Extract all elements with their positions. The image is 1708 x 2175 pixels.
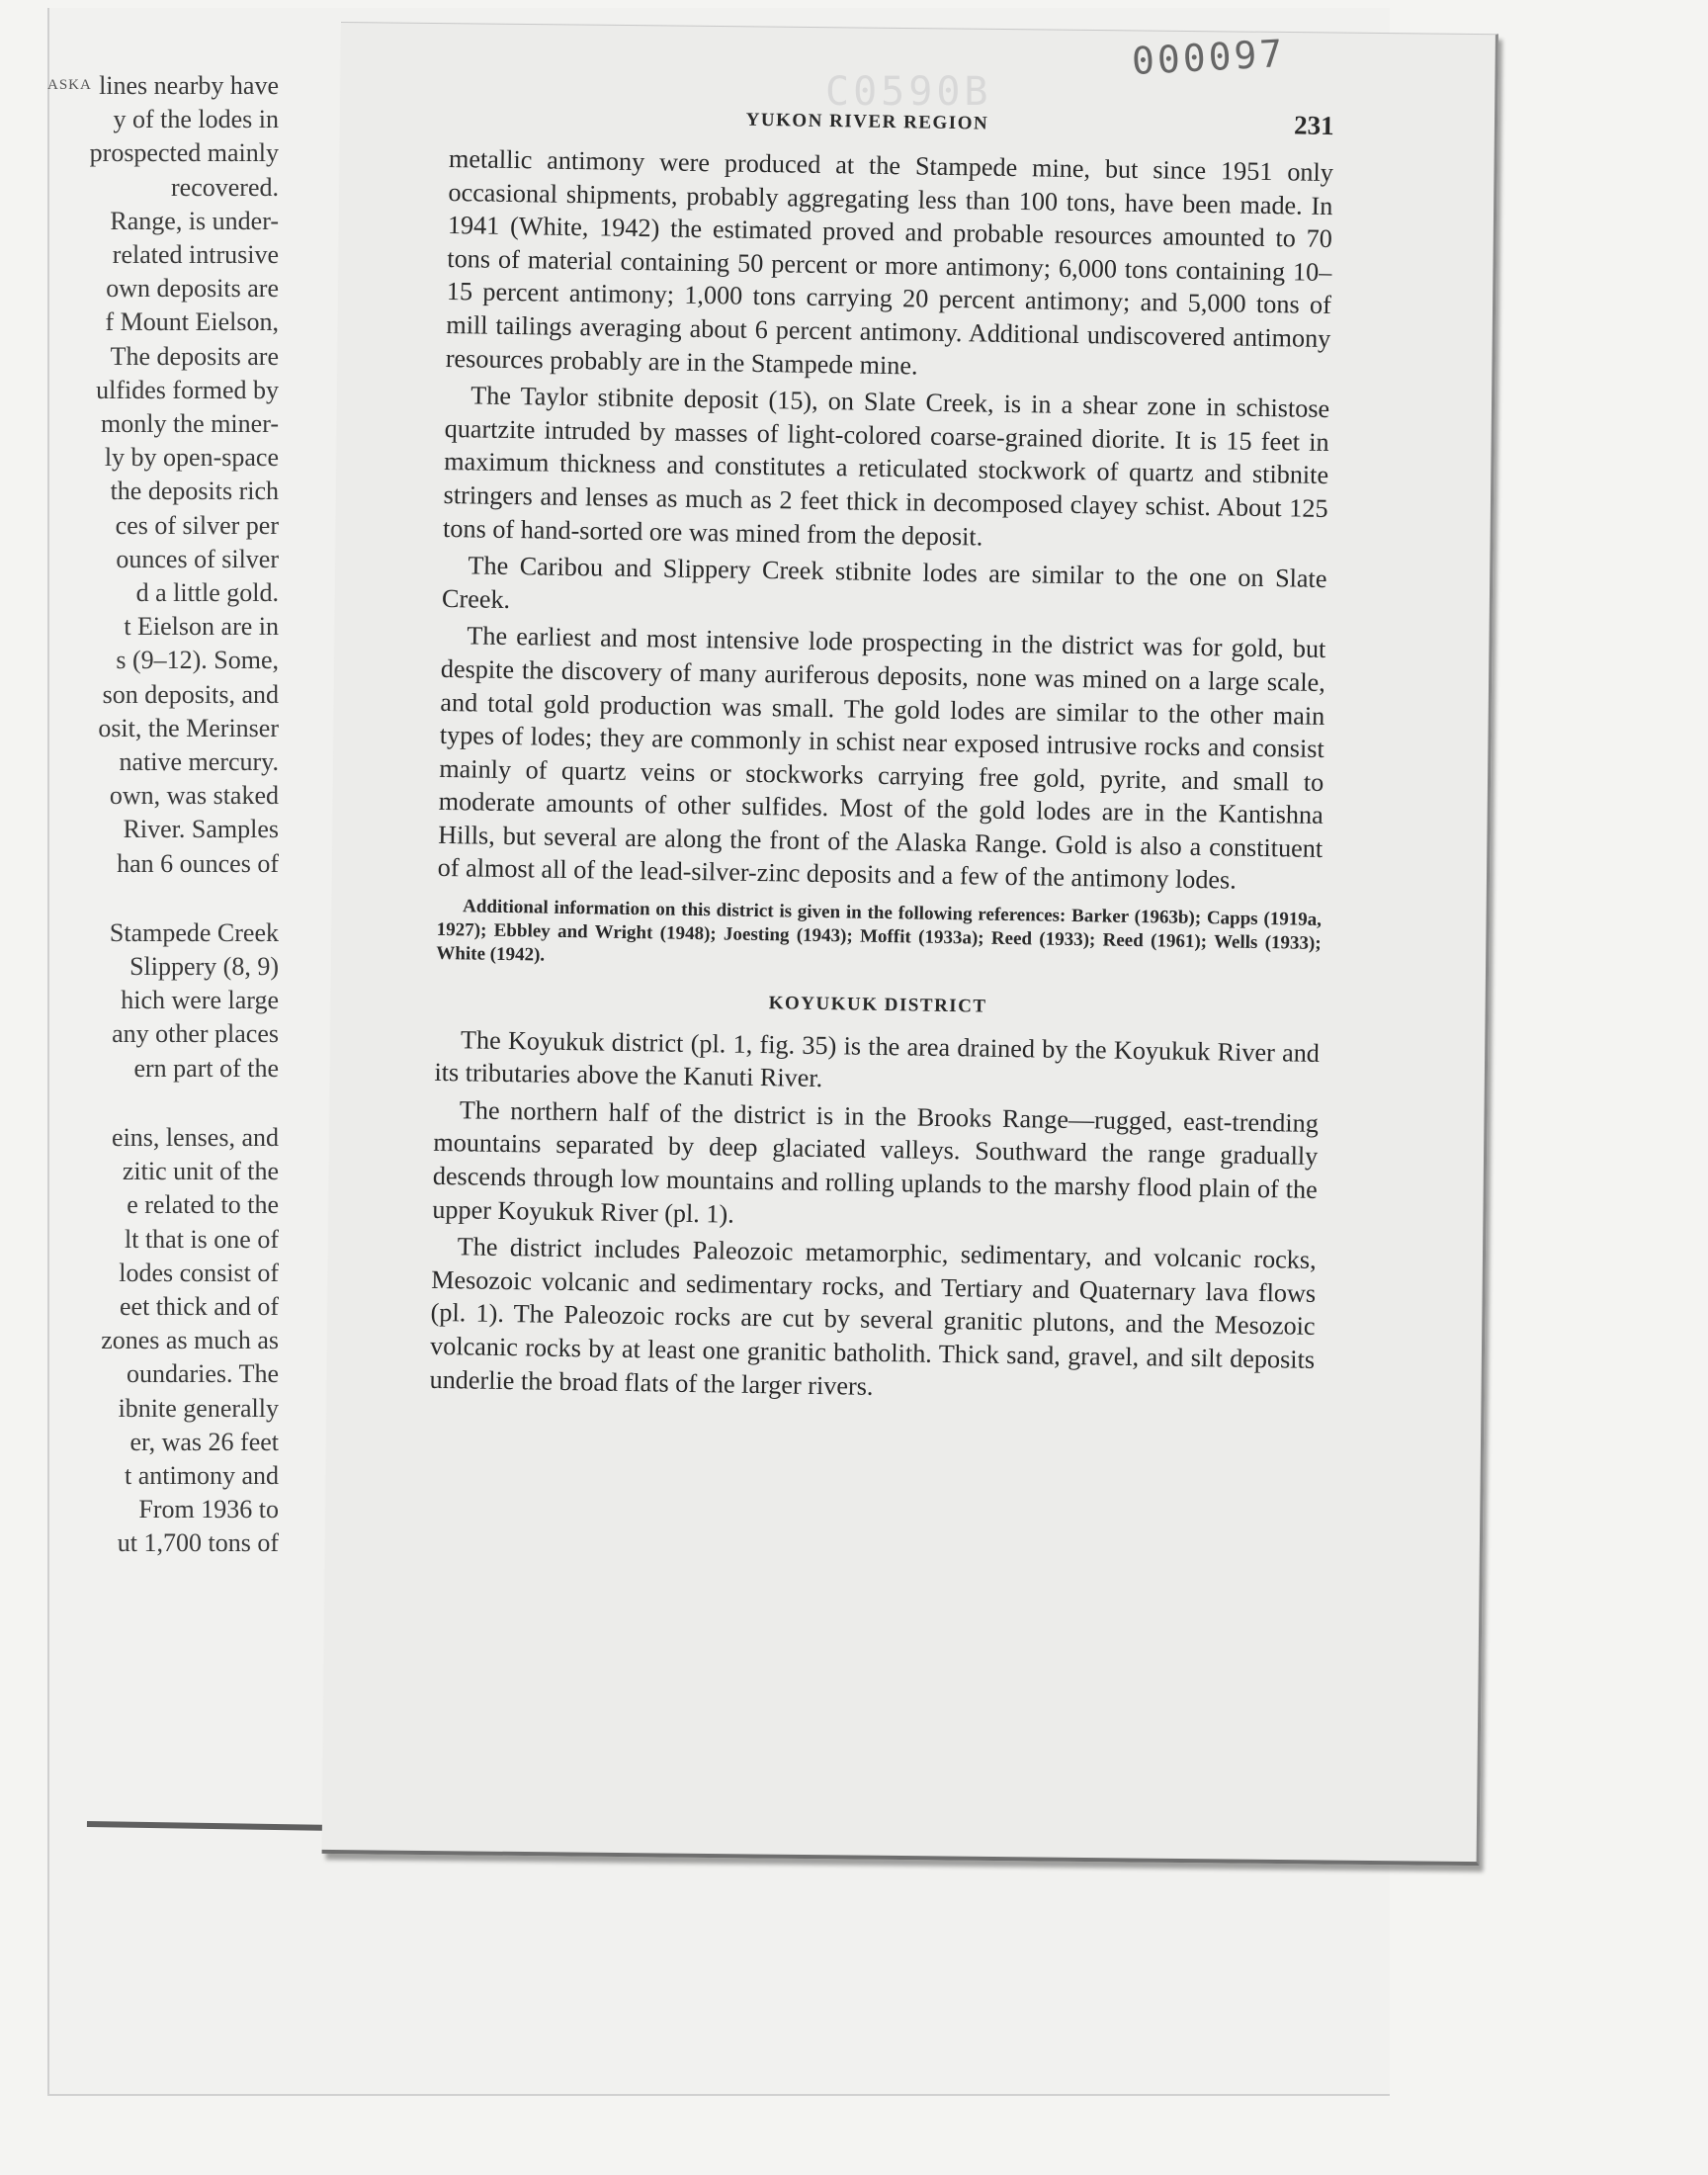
- left-page-line: Slippery (8, 9): [129, 952, 279, 982]
- left-page-line: Range, is under-: [110, 206, 279, 235]
- left-page-line: prospected mainly: [89, 138, 279, 168]
- left-page-line: recovered.: [171, 172, 279, 202]
- section-heading: KOYUKUK DISTRICT: [768, 993, 987, 1017]
- left-page-line: own, was staked: [109, 781, 279, 811]
- paragraph: The earliest and most intensive lode prospecting in the district was for gold, but despite the discovery of many auriferous deposits, none was mined on a large scale, and total gold production was small. The gold lodes are similar to the other main types of lodes; they are commonly in schist near exposed intrusive rocks and consist mainly of quartz veins or stockworks carrying free gold, pyrite, and small to moderate amounts of other sulfides. Most of the gold lodes are in the Kantishna Hills, but several are along the front of the Alaska Range. Gold is also a constituent of almost all of the lead-silver-zinc deposits and a few of the antimony lodes.: [437, 621, 1326, 896]
- left-page-line: er, was 26 feet: [129, 1427, 279, 1456]
- left-page-line: ces of silver per: [115, 510, 279, 540]
- left-page-line: native mercury.: [119, 747, 279, 777]
- paragraph: The Caribou and Slippery Creek stibnite lodes are similar to the one on Slate Creek.: [441, 551, 1327, 614]
- document-stamp-number: 000097: [1130, 31, 1287, 84]
- page-number: 231: [1293, 110, 1334, 141]
- left-page-line: eet thick and of: [120, 1291, 279, 1321]
- left-page-header: ASKA: [47, 77, 92, 93]
- left-page-line: t Eielson are in: [124, 612, 279, 642]
- left-page-line: e related to the: [127, 1190, 279, 1220]
- left-page-line: lodes consist of: [119, 1258, 279, 1287]
- left-page-line: From 1936 to: [138, 1495, 279, 1524]
- paragraph: The northern half of the district is in the Brooks Range—rugged, east-trending mountains separated by deep glaciated valleys. Southward the range gradually descends through low mountains and rolling uplands to the marshy flood plain of the upper Koyukuk River (pl. 1).: [432, 1095, 1320, 1229]
- left-page-line: ulfides formed by: [96, 375, 279, 404]
- left-page-line: own deposits are: [106, 274, 279, 304]
- left-page-line: ly by open-space: [104, 443, 279, 473]
- left-page-line: zitic unit of the: [122, 1157, 279, 1186]
- line-gap: [51, 1086, 279, 1121]
- left-page-line: River. Samples: [123, 815, 279, 844]
- faint-stamp: C0590B: [825, 69, 992, 115]
- paragraph: The Taylor stibnite deposit (15), on Slate Creek, is in a shear zone in schistose quartzite intruded by masses of light-colored coarse-grained diorite. It is 15 feet in maximum thickness and constitutes a reticulated stockwork of quartz and stibnite stringers and lenses as much as 2 feet thick in decomposed clayey schist. About 125 tons of hand-sorted ore was mined from the deposit.: [442, 381, 1330, 552]
- left-page-line: The deposits are: [110, 341, 279, 371]
- running-title: YUKON RIVER REGION: [745, 109, 989, 134]
- left-page-line: eins, lenses, and: [112, 1122, 279, 1152]
- left-page-line: s (9–12). Some,: [116, 646, 279, 675]
- left-page-line: ut 1,700 tons of: [117, 1528, 279, 1558]
- left-page-line: osit, the Merinser: [98, 713, 279, 742]
- left-page-line: ounces of silver: [116, 544, 279, 573]
- left-page-line: y of the lodes in: [113, 105, 279, 134]
- paragraph: The Koyukuk district (pl. 1, fig. 35) is the area drained by the Koyukuk River and its tributaries above the Kanuti River.: [434, 1024, 1321, 1093]
- left-page-line: zones as much as: [101, 1326, 279, 1355]
- left-page-line: Stampede Creek: [109, 917, 279, 947]
- left-page-line: oundaries. The: [126, 1359, 279, 1389]
- left-page-line: hich were large: [121, 986, 279, 1015]
- left-page-line: han 6 ounces of: [117, 848, 279, 878]
- left-page-line: f Mount Eielson,: [105, 307, 279, 337]
- references-note: Additional information on this district is given in the following references: Barker (1963b); Capps (1919a, 1927); Ebbley and Wright (1948); Joesting (1943); Moffit (1933a); Reed (1933); Reed (1961); Wells (1933); White (1942).: [436, 896, 1323, 966]
- left-page-text-column: [51, 69, 279, 1561]
- left-page-line: related intrusive: [112, 240, 279, 270]
- line-gap: [51, 881, 279, 916]
- left-page-line: d a little gold.: [135, 578, 279, 608]
- body-text: [429, 142, 1333, 1410]
- paragraph: metallic antimony were produced at the Stampede mine, but since 1951 only occasional shipments, probably aggregating less than 100 tons, have been made. In 1941 (White, 1942) the estimated proved and probable resources amounted to 70 tons of material containing 50 percent or more antimony; 6,000 tons containing 10–15 percent antimony; 1,000 tons carrying 20 percent antimony; and 5,000 tons of mill tailings averaging about 6 percent antimony. Additional undiscovered antimony resources probably are in the Stampede mine.: [445, 143, 1334, 381]
- left-page-line: son deposits, and: [102, 679, 279, 709]
- left-page-line: t antimony and: [125, 1460, 279, 1490]
- paragraph: The district includes Paleozoic metamorphic, sedimentary, and volcanic rocks, Mesozoic volcanic and sedimentary rocks, and Tertiary and Quaternary lava flows (pl. 1). The Paleozoic rocks are cut by several granitic plutons, and the Mesozoic volcanic rocks by at least one granitic batholith. Thick sand, gravel, and silt deposits underlie the broad flats of the larger rivers.: [429, 1232, 1317, 1401]
- left-page-line: lt that is one of: [125, 1224, 279, 1254]
- page-content: [429, 97, 1334, 1410]
- left-page-line: ibnite generally: [118, 1393, 279, 1423]
- left-page-line: lines nearby have: [99, 71, 279, 100]
- left-page-line: the deposits rich: [110, 477, 279, 506]
- left-page-line: any other places: [112, 1019, 279, 1049]
- left-page-line: monly the miner-: [101, 409, 279, 439]
- left-page-line: ern part of the: [133, 1053, 279, 1083]
